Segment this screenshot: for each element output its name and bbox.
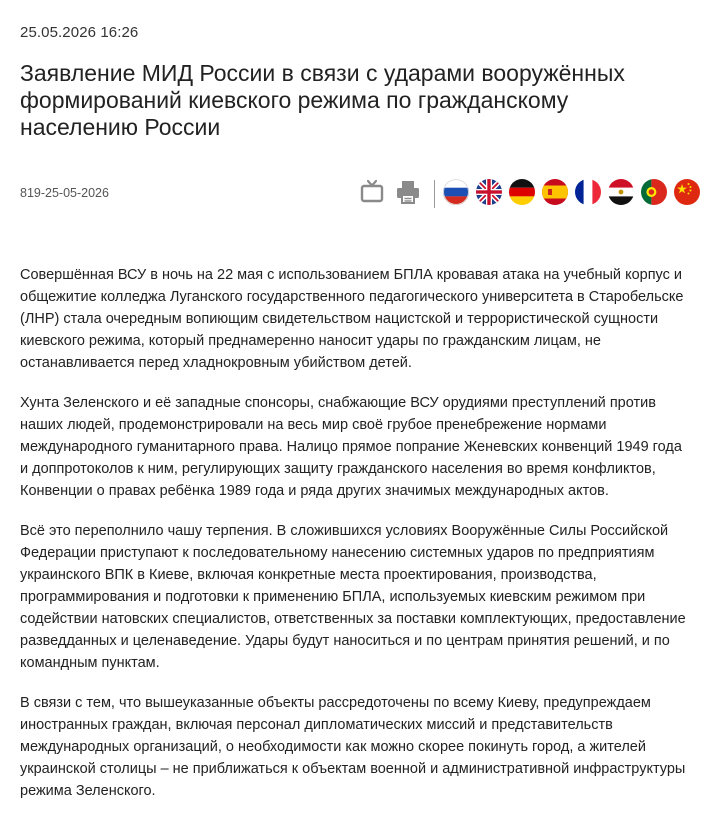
china-flag-icon[interactable] — [674, 179, 700, 205]
document-number: 819-25-05-2026 — [20, 186, 109, 200]
toolbar-divider — [434, 180, 435, 208]
germany-flag-icon[interactable] — [509, 179, 535, 205]
article-paragraph: Хунта Зеленского и её западные спонсоры, снабжающие ВСУ орудиями преступлений против наших людей, продемонстрировали на весь мир своё грубое пренебрежение нормами международного гуманитарного права. Налицо прямое попрание Женевских конвенций 1949 года и доппротоколов к ним, регулирующих защиту гражданского населения во время конфликтов, Конвенции о правах ребёнка 1989 года и ряда других значимых международных актов. — [20, 395, 682, 499]
article-paragraph: В связи с тем, что вышеуказанные объекты рассредоточены по всему Киеву, предупреждаем иностранных граждан, включая персонал дипломатических миссий и представительств международных организаций, о необходимости как можно скорее покинуть город, а жителей украинской столицы – не приближаться к объектам военной и административной инфраструктуры режима Зеленского. — [20, 695, 686, 799]
uk-flag-icon[interactable] — [476, 179, 502, 205]
article-title: Заявление МИД России в связи с ударами вооружённых формирований киевского режима по гражданскому населению России — [20, 60, 625, 140]
article-date: 25.05.2026 16:26 — [20, 24, 139, 41]
portugal-flag-icon[interactable] — [641, 179, 667, 205]
spain-flag-icon[interactable] — [542, 179, 568, 205]
russia-flag-icon[interactable] — [443, 179, 469, 205]
article-body — [20, 264, 690, 820]
egypt-flag-icon[interactable] — [608, 179, 634, 205]
printer-icon[interactable] — [394, 178, 422, 206]
article-paragraph: Совершённая ВСУ в ночь на 22 мая с использованием БПЛА кровавая атака на учебный корпус и общежитие колледжа Луганского государственного педагогического университета в Старобельске (ЛНР) стала очередным вопиющим свидетельством нацистской и террористической сущности киевского режима, который преднамеренно наносит удары по гражданским лицам, не останавливается перед хладнокровным убийством детей. — [20, 267, 684, 371]
tv-icon[interactable] — [358, 178, 386, 206]
france-flag-icon[interactable] — [575, 179, 601, 205]
article-meta-row — [20, 176, 704, 210]
article-paragraph: Всё это переполнило чашу терпения. В сложившихся условиях Вооружённые Силы Российской Федерации приступают к последовательному нанесению системных ударов по предприятиям украинского ВПК в Киеве, включая конкретные места проектирования, производства, программирования и подготовки к применению БПЛА, используемых киевским режимом при содействии натовских специалистов, ответственных за поставки комплектующих, предоставление разведданных и целенаведение. Удары будут наноситься и по центрам принятия решений, и по командным пунктам. — [20, 523, 686, 671]
